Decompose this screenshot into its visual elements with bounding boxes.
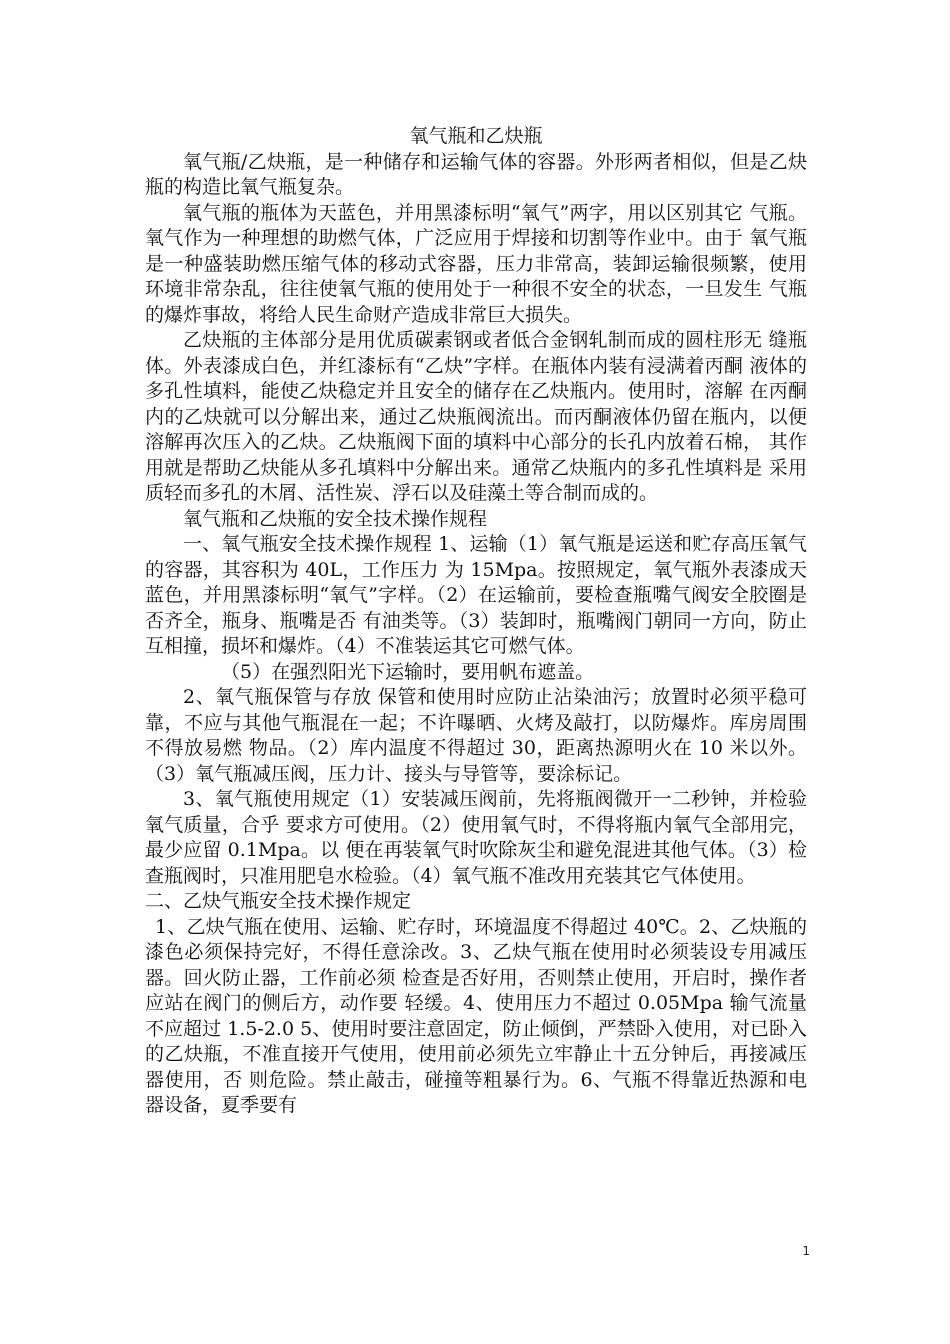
document-body [145, 124, 807, 1119]
paragraph-oxygen-storage: 2、氧气瓶保管与存放 保管和使用时应防止沾染油污；放置时必须平稳可靠，不应与其他气瓶混在一起；不许曝晒、火烤及敲打，以防爆炸。库房周围不得放易燃 物品。（2）库内温度不得超过 30，距离热源明火在 10 米以外。（3）氧气瓶减压阀，压力计、接头与导管等，要涂标记。 [145, 686, 807, 785]
paragraph-acetylene-rules: 1、乙炔气瓶在使用、运输、贮存时，环境温度不得超过 40℃。2、乙炔瓶的漆色必须保持完好，不得任意涂改。3、乙炔气瓶在使用时必须装设专用减压器。回火防止器，工作前必须 检查是否好用，否则禁止使用，开启时，操作者应站在阀门的侧后方，动作要 轻缓。4、使用压力不超过 0.05Mpa 输气流量不应超过 1.5-2.0 5、使用时要注意固定，防止倾倒，严禁卧入使用，对已卧入的乙炔瓶，不准直接开气使用，使用前必须先立牢静止十五分钟后，再接减压器使用，否 则危险。禁止敲击，碰撞等粗暴行为。6、气瓶不得靠近热源和电器设备，夏季要有 [145, 915, 807, 1116]
paragraph-intro: 氧气瓶/乙炔瓶，是一种储存和运输气体的容器。外形两者相似，但是乙炔瓶的构造比氧气瓶复杂。 [145, 150, 807, 198]
document-title: 氧气瓶和乙炔瓶 [409, 125, 543, 147]
paragraph-oxygen-usage: 3、氧气瓶使用规定（1）安装减压阀前，先将瓶阀微开一二秒钟，并检验氧气质量，合乎 要求方可使用。（2）使用氧气时，不得将瓶内氧气全部用完，最少应留 0.1Mpa。以 便在再装氧气时吹除灰尘和避免混进其他气体。（3）检查瓶阀时，只准用肥皂水检验。（4）氧气瓶不准改用充装其它气体使用。 [145, 788, 807, 887]
section-heading-acetylene-rules: 二、乙炔气瓶安全技术操作规定 [145, 890, 412, 912]
section-heading-safety-rules: 氧气瓶和乙炔瓶的安全技术操作规程 [183, 507, 488, 530]
paragraph-oxygen-cylinder: 氧气瓶的瓶体为天蓝色，并用黑漆标明“氧气”两字，用以区别其它 气瓶。氧气作为一种理想的助燃气体，广泛应用于焊接和切割等作业中。由于 氧气瓶是一种盛装助燃压缩气体的移动式容器，压力非常高，装卸运输很频繁，使用环境非常杂乱，往往使氧气瓶的使用处于一种很不安全的状态，一旦发生 气瓶的爆炸事故，将给人民生命财产造成非常巨大损失。 [145, 201, 807, 326]
paragraph-oxygen-transport-item-5: （5）在强烈阳光下运输时，要用帆布遮盖。 [221, 660, 595, 683]
paragraph-acetylene-cylinder: 乙炔瓶的主体部分是用优质碳素钢或者低合金钢轧制而成的圆柱形无 缝瓶体。外表漆成白色，并红漆标有“乙炔”字样。在瓶体内装有浸满着丙酮 液体的多孔性填料，能使乙炔稳定并且安全的储存在乙炔瓶内。使用时，溶解 在丙酮内的乙炔就可以分解出来，通过乙炔瓶阀流出。而丙酮液体仍留在瓶内，以便溶解再次压入的乙炔。乙炔瓶阀下面的填料中心部分的长孔内放着石棉， 其作用就是帮助乙炔能从多孔填料中分解出来。通常乙炔瓶内的多孔性填料是 采用质轻而多孔的木屑、活性炭、浮石以及硅藻土等合制而成的。 [145, 329, 807, 504]
paragraph-oxygen-transport: 一、氧气瓶安全技术操作规程 1、运输（1）氧气瓶是运送和贮存高压氧气的容器，其容积为 40L，工作压力 为 15Mpa。按照规定，氧气瓶外表漆成天蓝色，并用黑漆标明“氧气”字样。（2）在运输前，要检查瓶嘴气阀安全胶圈是否齐全，瓶身、瓶嘴是否 有油类等。（3）装卸时，瓶嘴阀门朝同一方向，防止互相撞，损坏和爆炸。（4）不准装运其它可燃气体。 [145, 533, 807, 657]
page-number: 1 [802, 1244, 810, 1258]
